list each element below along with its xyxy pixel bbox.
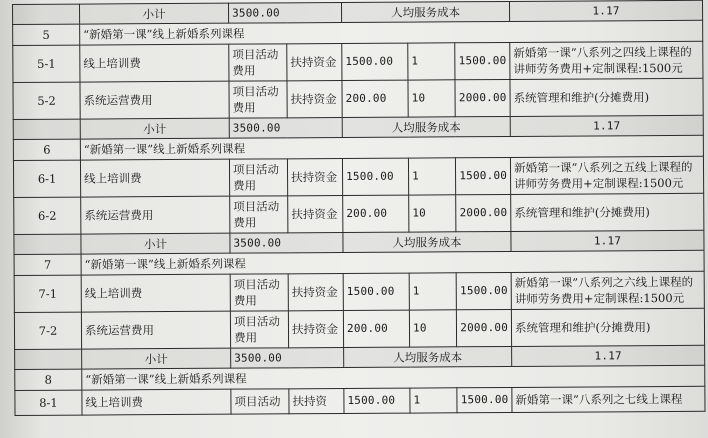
item-fund-source: 扶持资金 (287, 43, 342, 80)
avg-cost-value: 1.17 (512, 345, 705, 366)
item-fund-source: 扶持资金 (288, 273, 343, 310)
table-row (15, 386, 705, 415)
item-name: 线上培训费 (80, 44, 229, 82)
section-title: “新婚第一课”线上新婚系列课程 (81, 250, 704, 275)
item-unit-price: 200.00 (342, 80, 408, 117)
table-row (13, 156, 703, 197)
item-quantity: 10 (409, 195, 456, 232)
item-unit-price: 1500.00 (343, 273, 409, 310)
item-name: 线上培训费 (82, 389, 231, 415)
avg-cost-label: 人均服务成本 (343, 231, 511, 252)
item-category: 项目活动费用 (229, 44, 287, 81)
item-number: 5-2 (13, 82, 80, 119)
item-name: 线上培训费 (81, 274, 230, 312)
table-body (13, 0, 706, 415)
item-note: 系统管理和维护(分摊费用) (511, 308, 704, 346)
avg-cost-value: 1.17 (510, 115, 703, 136)
avg-cost-value: 1.17 (511, 230, 704, 251)
item-fund-source: 扶持资金 (288, 310, 343, 347)
item-total: 2000.00 (455, 79, 510, 116)
item-quantity: 1 (410, 388, 457, 413)
item-fund-source: 扶持资金 (287, 80, 342, 117)
item-note: 新婚第一课”八系列之七线上课程 (512, 386, 705, 412)
budget-table (12, 0, 706, 416)
subtotal-label: 小计 (81, 233, 230, 254)
item-fund-source: 扶持资金 (287, 158, 342, 195)
subtotal-blank-cell (14, 234, 81, 254)
item-quantity: 1 (408, 43, 455, 80)
item-number: 5-1 (13, 45, 80, 82)
item-unit-price: 200.00 (343, 195, 409, 232)
subtotal-blank-cell (13, 119, 80, 139)
item-unit-price: 200.00 (343, 310, 409, 347)
item-category: 项目活动费用 (230, 311, 288, 348)
subtotal-label: 小计 (80, 3, 229, 24)
item-total: 2000.00 (456, 194, 511, 231)
item-total: 2000.00 (456, 309, 511, 346)
section-number: 7 (14, 254, 81, 275)
item-quantity: 1 (409, 273, 456, 310)
table-row (14, 271, 704, 312)
item-fund-source: 扶持资金 (288, 195, 343, 232)
item-unit-price: 1500.00 (342, 43, 408, 80)
subtotal-amount: 3500.00 (229, 117, 342, 138)
table-row (13, 78, 703, 119)
item-note: 新婚第一课”八系列之六线上课程的讲师劳务费用+定制课程:1500元 (511, 271, 704, 309)
subtotal-amount: 3500.00 (228, 2, 341, 23)
item-total: 1500.00 (455, 42, 510, 79)
item-unit-price: 1500.00 (342, 158, 408, 195)
section-title: “新婚第一课”线上新婚系列课程 (82, 365, 705, 390)
item-note: 系统管理和维护(分摊费用) (511, 193, 704, 231)
item-number: 7-1 (14, 275, 81, 312)
item-name: 线上培训费 (80, 159, 229, 197)
item-unit-price: 1500.00 (344, 388, 410, 413)
item-number: 8-1 (15, 390, 82, 415)
table-row (14, 193, 704, 234)
item-name: 系统运营费用 (81, 196, 230, 234)
subtotal-amount: 3500.00 (230, 232, 343, 253)
item-quantity: 10 (408, 80, 455, 117)
item-note: 系统管理和维护(分摊费用) (510, 78, 703, 116)
item-note: 新婚第一课”八系列之五线上课程的讲师劳务费用+定制课程:1500元 (510, 156, 703, 194)
item-number: 6-1 (13, 160, 80, 197)
section-title: “新婚第一课”线上新婚系列课程 (80, 20, 703, 45)
subtotal-label: 小计 (80, 118, 229, 139)
item-fund-source: 扶持资 (289, 388, 344, 413)
subtotal-label: 小计 (82, 348, 231, 369)
section-number: 8 (15, 369, 82, 390)
avg-cost-label: 人均服务成本 (342, 1, 510, 22)
item-category: 项目活动费用 (229, 81, 287, 118)
item-number: 6-2 (14, 197, 81, 234)
subtotal-blank-cell (13, 4, 80, 24)
item-number: 7-2 (14, 312, 81, 349)
item-total: 1500.00 (456, 272, 511, 309)
table-row (13, 41, 703, 82)
item-name: 系统运营费用 (80, 81, 229, 119)
item-category: 项目活动费用 (230, 274, 288, 311)
item-name: 系统运营费用 (81, 311, 230, 349)
item-total: 1500.00 (455, 157, 510, 194)
section-number: 6 (13, 139, 80, 160)
subtotal-blank-cell (15, 349, 82, 369)
table-row (14, 308, 704, 349)
item-category: 项目活动 (231, 389, 289, 414)
avg-cost-label: 人均服务成本 (344, 346, 512, 367)
item-category: 项目活动费用 (230, 196, 288, 233)
avg-cost-value: 1.17 (510, 0, 703, 21)
avg-cost-label: 人均服务成本 (342, 116, 510, 137)
item-note: 新婚第一课”八系列之四线上课程的讲师劳务费用+定制课程:1500元 (510, 41, 703, 79)
item-total: 1500.00 (457, 387, 512, 412)
item-quantity: 1 (408, 158, 455, 195)
section-number: 5 (13, 24, 80, 45)
item-category: 项目活动费用 (229, 159, 287, 196)
item-quantity: 10 (409, 310, 456, 347)
subtotal-amount: 3500.00 (231, 347, 344, 368)
section-title: “新婚第一课”线上新婚系列课程 (80, 135, 703, 160)
